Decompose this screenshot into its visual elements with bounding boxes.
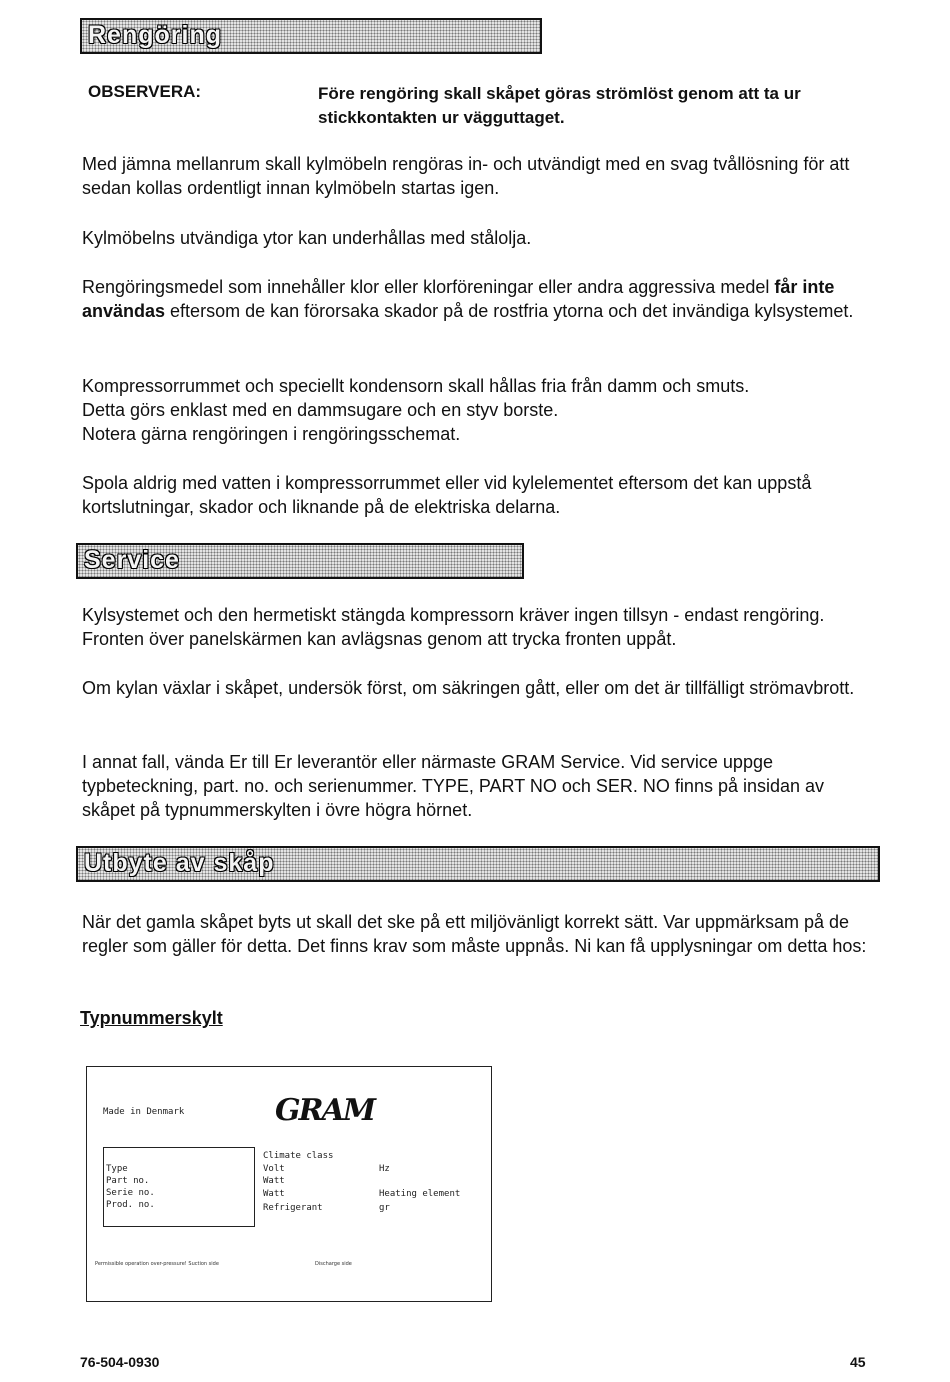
gram-logo: GRAM: [275, 1093, 375, 1128]
type-label: Type: [106, 1164, 128, 1174]
cleaning-paragraph-1: Med jämna mellanrum skall kylmöbeln rengöras in- och utvändigt med en svag tvållösning för att sedan kollas ordentligt innan kylmöbeln startas igen.: [82, 154, 850, 198]
cleaning-paragraph-2: Kylmöbelns utvändiga ytor kan underhållas med stålolja.: [82, 228, 532, 248]
service-paragraph-3: I annat fall, vända Er till Er leverantör eller närmaste GRAM Service. Vid service uppge typbeteckning, part. no. och serienummer. TYPE, PART NO och SER. NO finns på insidan av skåpet på typnummerskylten i övre högra hörnet.: [82, 752, 825, 820]
section-title-replacement: Utbyte av skåp: [84, 849, 275, 877]
watt-label-1: Watt: [263, 1176, 285, 1186]
cleaning-paragraph-4: [82, 374, 882, 446]
cleaning-paragraph-3: [82, 275, 882, 323]
part-no-label: Part no.: [106, 1176, 150, 1186]
observe-label: OBSERVERA:: [88, 82, 202, 101]
hz-label: Hz: [379, 1164, 390, 1174]
observe-text: Före rengöring skall skåpet göras strömlöst genom att ta ur stickkontakten ur vägguttaget.: [318, 84, 801, 127]
gr-label: gr: [379, 1203, 390, 1213]
section-header-service: [76, 543, 524, 579]
cleaning-paragraph-5: Spola aldrig med vatten i kompressorrummet eller vid kylelementet eftersom det kan uppstå kortslutningar, skador och liknande på de elektriska delarna.: [82, 473, 812, 517]
prod-no-label: Prod. no.: [106, 1200, 155, 1210]
replacement-paragraph-1: När det gamla skåpet byts ut skall det ske på ett miljövänligt korrekt sätt. Var uppmärksam på de regler som gäller för detta. Det finns krav som måste uppnås. Ni kan få upplysningar om detta hos:: [82, 912, 867, 956]
service-paragraph-2: Om kylan växlar i skåpet, undersök först, om säkringen gått, eller om det är tillfälligt strömavbrott.: [82, 678, 855, 698]
cleaning-paragraph-3-b: eftersom de kan förorsaka skador på de rostfria ytorna och det invändiga kylsystemet.: [165, 301, 854, 321]
section-title-cleaning: Rengöring: [88, 21, 222, 49]
climate-class-label: Climate class: [263, 1151, 334, 1161]
document-number: 76-504-0930: [80, 1354, 160, 1370]
made-in-label: Made in Denmark: [103, 1107, 185, 1117]
section-header-replacement: [76, 846, 880, 882]
typeplate-heading: Typnummerskylt: [80, 1008, 223, 1028]
fine-print-suction: Permissible operation over-pressure! Suction side: [95, 1261, 219, 1267]
section-header-cleaning: [80, 18, 542, 54]
section-title-service: Service: [84, 546, 180, 574]
refrigerant-label: Refrigerant: [263, 1203, 323, 1213]
watt-label-2: Watt: [263, 1189, 285, 1199]
typeplate-id-box: [103, 1147, 255, 1227]
serie-no-label: Serie no.: [106, 1188, 155, 1198]
cleaning-paragraph-4-line-2: Detta görs enklast med en dammsugare och en styv borste.: [82, 400, 559, 420]
fine-print-discharge: Discharge side: [315, 1261, 352, 1267]
cleaning-paragraph-3-a: Rengöringsmedel som innehåller klor eller klorföreningar eller andra aggressiva medel: [82, 277, 775, 297]
volt-label: Volt: [263, 1164, 285, 1174]
cleaning-paragraph-3-bold: får inte användas: [82, 277, 835, 321]
typeplate-illustration: [86, 1066, 492, 1302]
heating-element-label: Heating element: [379, 1189, 461, 1199]
cleaning-paragraph-4-line-1: Kompressorrummet och speciellt kondensorn skall hållas fria från damm och smuts.: [82, 376, 750, 396]
page-number: 45: [850, 1354, 866, 1370]
cleaning-paragraph-4-line-3: Notera gärna rengöringen i rengöringsschemat.: [82, 424, 461, 444]
service-paragraph-1: Kylsystemet och den hermetiskt stängda kompressorn kräver ingen tillsyn - endast rengöring. Fronten över panelskärmen kan avlägsnas genom att trycka fronten uppåt.: [82, 605, 825, 649]
